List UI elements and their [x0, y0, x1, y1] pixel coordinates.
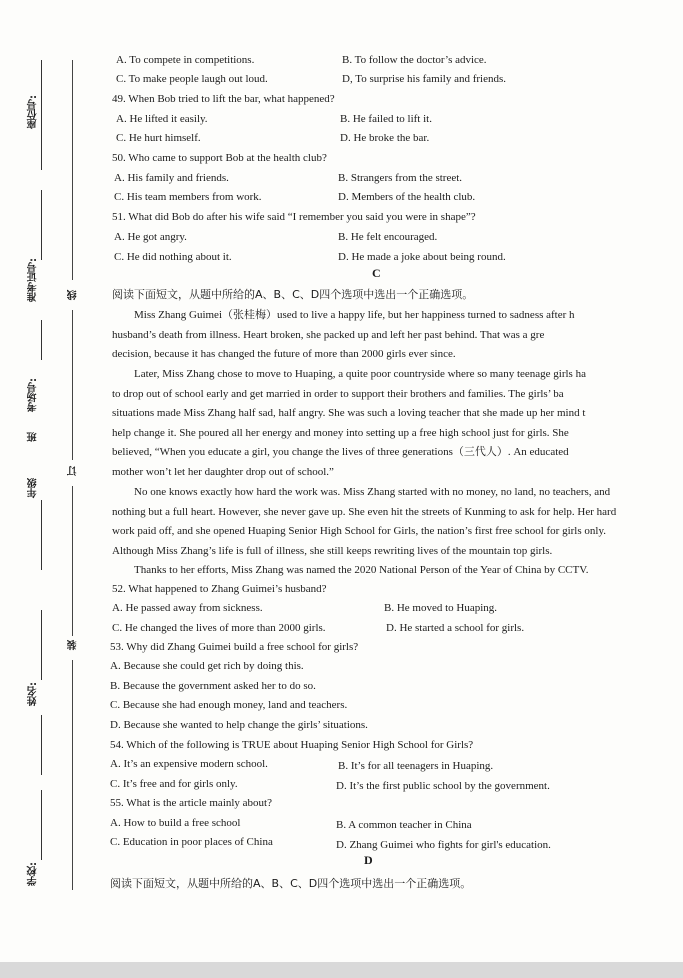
section-d-letter: D — [364, 853, 373, 867]
q51-option-d: D. He made a joke about being round. — [338, 251, 506, 263]
q51-option-b: B. He felt encouraged. — [338, 231, 438, 243]
q53-stem: 53. Why did Zhang Guimei build a free school for girls? — [110, 641, 359, 653]
q53-option-a: A. Because she could get rich by doing this. — [110, 660, 304, 672]
passage-line: Thanks to her efforts, Miss Zhang was named the 2020 National Person of the Year of China by CCTV. — [134, 564, 589, 576]
passage-line: mother won’t let her daughter drop out of school.” — [112, 465, 334, 478]
q50-option-d: D. Members of the health club. — [338, 191, 476, 203]
q54-option-d: D. It’s the first public school by the government. — [336, 780, 550, 792]
q52-option-b: B. He moved to Huaping. — [384, 602, 498, 614]
exam-number-line-2 — [41, 320, 42, 360]
q51-option-c: C. He did nothing about it. — [114, 251, 232, 263]
q52-option-c: C. He changed the lives of more than 2000 girls. — [112, 622, 326, 634]
section-c-letter: C — [372, 266, 381, 280]
passage-line: work paid off, and she opened Huaping Senior High School for Girls, the nation’s first free school for girls only. — [112, 525, 606, 538]
q52-option-a: A. He passed away from sickness. — [112, 602, 263, 614]
q55-option-b: B. A common teacher in China — [336, 819, 472, 831]
q50-option-b: B. Strangers from the street. — [338, 172, 463, 184]
q48-option-a: A. To compete in competitions. — [116, 54, 255, 66]
q49-option-b: B. He failed to lift it. — [340, 113, 432, 125]
passage-line: situations made Miss Zhang half sad, half angry. She was such a loving teacher that she made up her mind t — [112, 407, 586, 420]
cut-line-lower — [72, 486, 73, 636]
passage-line: No one knows exactly how hard the work was. Miss Zhang started with no money, no land, no teachers, and — [134, 486, 611, 498]
q49-option-d: D. He broke the bar. — [340, 132, 430, 144]
exam-number-label: 准考证号: — [28, 258, 39, 302]
q53-option-d: D. Because she wanted to help change the girls’ situations. — [110, 719, 368, 731]
passage-paragraph-2 — [112, 365, 638, 483]
q55-stem: 55. What is the article mainly about? — [110, 797, 272, 809]
mark-order: 订 — [68, 466, 79, 476]
room-label: 考场号: — [28, 378, 39, 412]
passage-line: Although Miss Zhang’s life is full of illness, she still keeps rewriting lives of the mountain top girls. — [112, 544, 553, 557]
grade-label: 年级 — [28, 478, 39, 498]
q49-option-c: C. He hurt himself. — [116, 132, 201, 144]
q51-option-a: A. He got angry. — [114, 231, 187, 243]
passage-paragraph-3 — [112, 483, 638, 561]
passage-line: believed, “When you educate a girl, you change the lives of three generations（三代人）. An educated — [112, 446, 569, 459]
q55-option-a: A. How to build a free school — [110, 817, 241, 829]
q52-stem: 52. What happened to Zhang Guimei’s husband? — [112, 583, 327, 595]
q51-stem: 51. What did Bob do after his wife said “I remember you said you were in shape”? — [112, 211, 476, 223]
exam-number-line — [41, 190, 42, 260]
passage-line: Later, Miss Zhang chose to move to Huaping, a quite poor countryside where so many teenage girls ha — [134, 368, 586, 380]
passage-paragraph-1 — [112, 306, 638, 365]
section-d-instruction: 阅读下面短文，从题中所给的A、B、C、D四个选项中选出一个正确选项。 — [110, 877, 472, 890]
class-label: 班 — [28, 432, 39, 442]
cut-line-top — [72, 60, 73, 280]
q50-stem: 50. Who came to support Bob at the health club? — [112, 152, 327, 164]
seat-line — [41, 60, 42, 170]
q53-option-b: B. Because the government asked her to do so. — [110, 680, 316, 692]
passage-line: decision, because it has changed the future of more than 2000 girls ever since. — [112, 348, 456, 361]
binding-margin — [0, 0, 100, 962]
mark-bind: 装 — [68, 640, 79, 650]
q54-option-c: C. It’s free and for girls only. — [110, 778, 238, 790]
name-label: 姓名: — [28, 682, 39, 706]
q52-option-d: D. He started a school for girls. — [386, 622, 525, 634]
q49-option-a: A. He lifted it easily. — [116, 113, 208, 125]
q55-option-c: C. Education in poor places of China — [110, 836, 273, 848]
passage-line: nothing but a full heart. However, she never gave up. She even hit the streets of Kunming to ask for help. Her hard — [112, 505, 617, 518]
passage-paragraph-4 — [112, 561, 638, 581]
q54-stem: 54. Which of the following is TRUE about Huaping Senior High School for Girls? — [110, 739, 474, 751]
grade-line — [41, 500, 42, 570]
q50-option-c: C. His team members from work. — [114, 191, 262, 203]
q49-stem: 49. When Bob tried to lift the bar, what happened? — [112, 93, 335, 105]
q55-option-d: D. Zhang Guimei who fights for girl's education. — [336, 839, 551, 851]
q48-option-c: C. To make people laugh out loud. — [116, 73, 268, 85]
passage-line: help change it. She poured all her energy and money into setting up a free high school just for girls. She — [112, 426, 569, 439]
name-line-2 — [41, 715, 42, 775]
q54-option-a: A. It’s an expensive modern school. — [110, 758, 268, 770]
mark-line: 线 — [68, 290, 79, 300]
q48-option-b: B. To follow the doctor’s advice. — [342, 54, 487, 66]
q48-option-d: D, To surprise his family and friends. — [342, 73, 507, 85]
cut-line-bottom — [72, 660, 73, 890]
q50-option-a: A. His family and friends. — [114, 172, 229, 184]
name-line — [41, 610, 42, 680]
bottom-strip — [0, 962, 683, 978]
passage-line: Miss Zhang Guimei（张桂梅）used to live a happy life, but her happiness turned to sadness after h — [134, 309, 575, 321]
q54-option-b: B. It’s for all teenagers in Huaping. — [338, 760, 494, 772]
passage-line: husband’s death from illness. Heart broken, she packed up and left her past behind. That was a gre — [112, 328, 545, 341]
school-line — [41, 790, 42, 860]
q53-option-c: C. Because she had enough money, land and teachers. — [110, 699, 348, 711]
passage-line: to drop out of school early and get married in order to support their brothers and families. The girls’ ba — [112, 387, 564, 400]
seat-label: 座位号: — [28, 95, 39, 129]
school-label: 学校: — [28, 862, 39, 886]
cut-line-mid — [72, 310, 73, 460]
section-c-instruction: 阅读下面短文，从题中所给的A、B、C、D四个选项中选出一个正确选项。 — [112, 288, 474, 301]
